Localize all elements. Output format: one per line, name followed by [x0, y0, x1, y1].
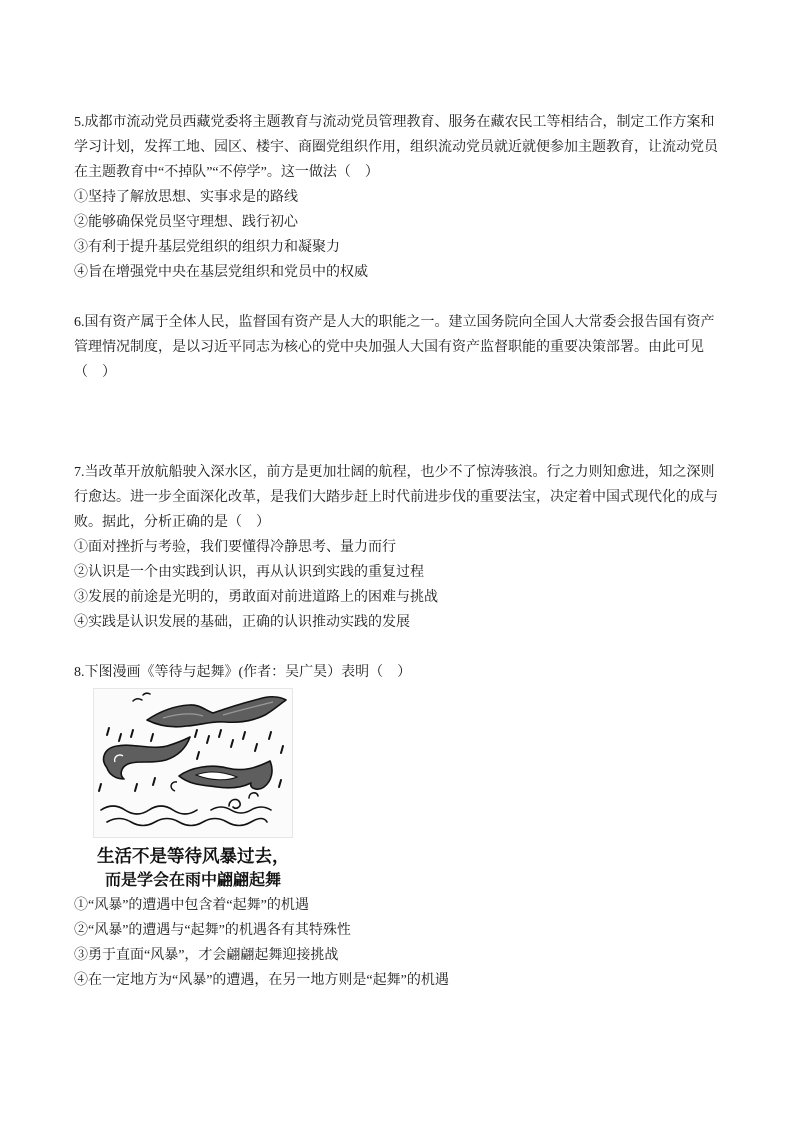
statement-row: [74, 410, 734, 435]
cartoon-illustration: [93, 688, 293, 838]
question-stem-line: 行愈达。进一步全面深化改革，是我们大踏步赶上时代前进步伐的重要法宝，决定着中国式现代化的成与: [74, 490, 718, 505]
answer-options: [74, 993, 734, 1018]
statement-item: ③勇于直面“风暴”，才会翩翩起舞迎接挑战: [74, 948, 339, 963]
answer-options: [74, 435, 734, 460]
statement-item: ①坚持了解放思想、实事求是的路线: [74, 190, 298, 205]
answer-options: [74, 285, 734, 310]
question-stem-line: 在主题教育中“不掉队”“不停学”。这一做法（ ）: [74, 165, 379, 180]
statement-item: ③发展的前途是光明的，勇敢面对前进道路上的困难与挑战: [74, 590, 438, 605]
statement-item: ④实践是认识发展的基础，正确的认识推动实践的发展: [74, 615, 410, 630]
statement-item: ②能够确保党员坚守理想、践行初心: [74, 215, 298, 230]
question-7: [74, 460, 734, 660]
cartoon-figure: [74, 685, 734, 893]
answer-options: [74, 85, 734, 110]
cartoon-caption-line: 生活不是等待风暴过去，: [97, 847, 290, 867]
question-5: [74, 110, 734, 310]
answer-options: [74, 635, 734, 660]
question-stem-line: 管理情况制度，是以习近平同志为核心的党中央加强人大国有资产监督职能的重要决策部署。由此可见: [74, 340, 704, 355]
question-stem-line: 8.下图漫画《等待与起舞》(作者：吴广昊）表明（ ）: [74, 665, 412, 680]
question-stem-line: 败。据此，分析正确的是（ ）: [74, 515, 270, 530]
question-stem-line: （ ）: [74, 365, 116, 380]
question-4-tail: [74, 60, 734, 110]
question-content: [74, 60, 734, 1018]
question-8: [74, 660, 734, 1018]
question-stem-line: 6.国有资产属于全体人民，监督国有资产是人大的职能之一。建立国务院向全国人大常委会报告国有资产: [74, 315, 715, 330]
statement-item: ①“风暴”的遭遇中包含着“起舞”的机遇: [74, 898, 309, 913]
question-stem-line: 5.成都市流动党员西藏党委将主题教育与流动党员管理教育、服务在藏农民工等相结合，制定工作方案和: [74, 115, 715, 130]
statement-row: [74, 385, 734, 410]
question-6: [74, 310, 734, 460]
statement-item: ②认识是一个由实践到认识，再从认识到实践的重复过程: [74, 565, 424, 580]
statement-item: ②“风暴”的遭遇与“起舞”的机遇各有其特殊性: [74, 923, 351, 938]
question-stem-line: 7.当改革开放航船驶入深水区，前方是更加壮阔的航程，也少不了惊涛骇浪。行之力则知愈进，知之深则: [74, 465, 715, 480]
statement-row: [74, 60, 734, 85]
statement-item: ④旨在增强党中央在基层党组织和党员中的权威: [74, 265, 368, 280]
cartoon-caption-line: 而是学会在雨中翩翩起舞: [105, 870, 282, 889]
statement-item: ③有利于提升基层党组织的组织力和凝聚力: [74, 240, 340, 255]
statement-item: ①面对挫折与考验，我们要懂得冷静思考、量力而行: [74, 540, 396, 555]
question-stem-line: 学习计划，发挥工地、园区、楼宇、商圈党组织作用，组织流动党员就近就便参加主题教育，让流动党员: [74, 140, 718, 155]
statement-item: ④在一定地方为“风暴”的遭遇，在另一地方则是“起舞”的机遇: [74, 973, 449, 988]
